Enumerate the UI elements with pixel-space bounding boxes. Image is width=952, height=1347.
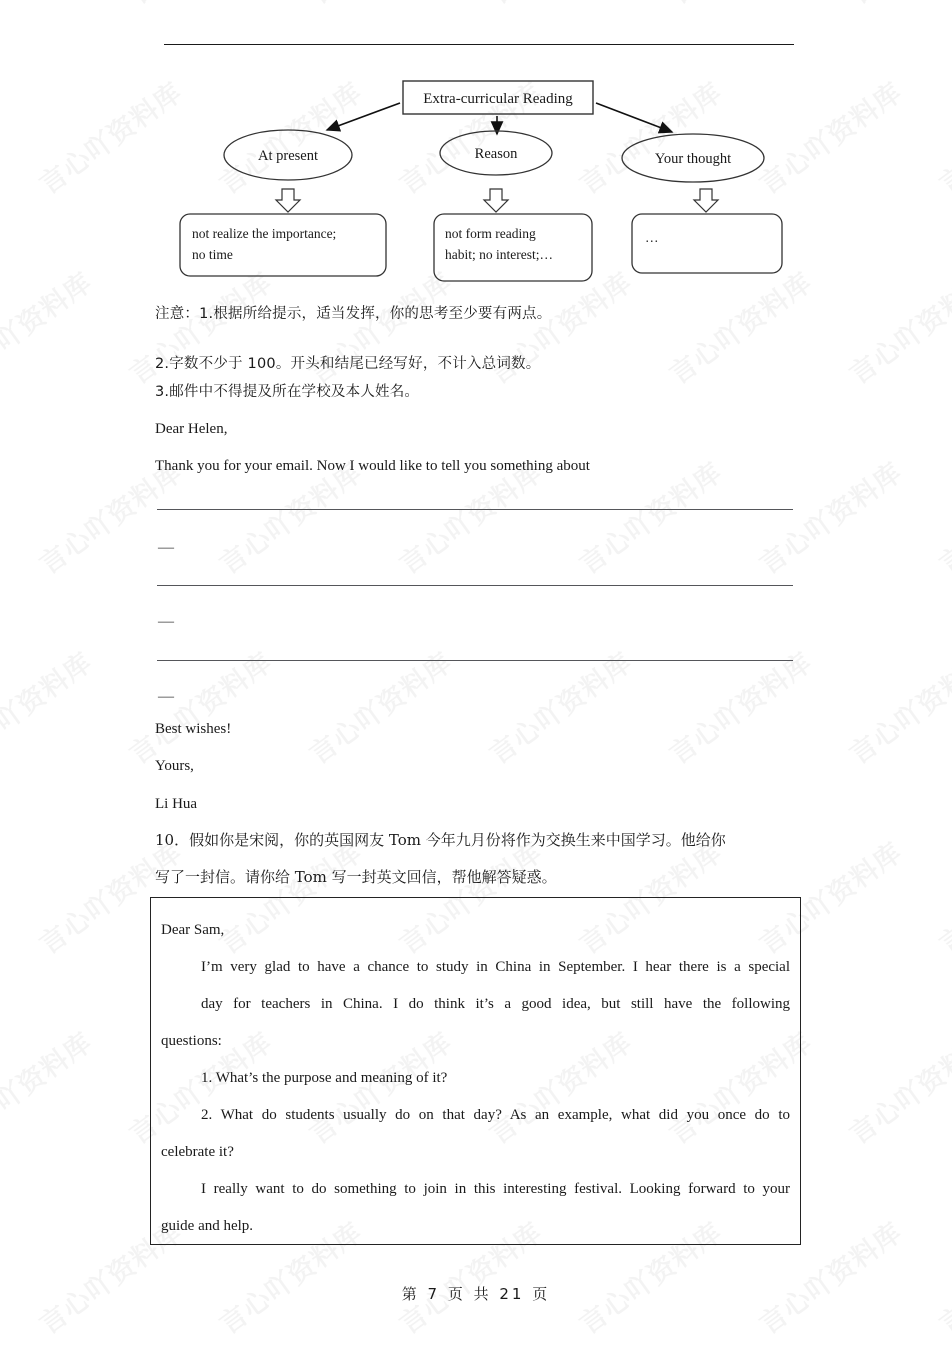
answer-blank-line-1[interactable] xyxy=(157,509,793,510)
extra-curricular-reading-diagram xyxy=(0,0,952,300)
detail-at-present-line2: no time xyxy=(192,247,233,262)
boxed-question-1: 1. What’s the purpose and meaning of it? xyxy=(201,1070,448,1086)
boxed-question-2-line-1: 2. What do students usually do on that day? As an example, what did you once do to xyxy=(201,1107,790,1123)
answer-dash-3: — xyxy=(158,688,174,705)
diagram-label-your-thought: Your thought xyxy=(654,151,732,167)
letter-signature: Li Hua xyxy=(155,796,198,812)
diagram-label-at-present: At present xyxy=(258,148,318,164)
boxed-p1-line-2: day for teachers in China. I do think it’s a good idea, but still have the following xyxy=(201,996,790,1012)
boxed-letter-from-sam xyxy=(150,897,801,1245)
question-10-line-2: 写了一封信。请你给 Tom 写一封英文回信，帮他解答疑惑。 xyxy=(155,868,557,886)
boxed-p2-line-1: I really want to do something to join in this interesting festival. Looking forward to your xyxy=(201,1181,790,1197)
letter-yours: Yours, xyxy=(155,758,194,774)
notes-line-3: 3.邮件中不得提及所在学校及本人姓名。 xyxy=(155,384,420,400)
page-footer: 第 7 页 共 21 页 xyxy=(401,1285,551,1303)
block-arrow-your-thought xyxy=(694,189,718,212)
detail-reason-line1: not form reading xyxy=(445,226,536,241)
notes-line-2: 2.字数不少于 100。开头和结尾已经写好，不计入总词数。 xyxy=(155,356,541,372)
question-10-line-1: 10．假如你是宋阅，你的英国网友 Tom 今年九月份将作为交换生来中国学习。他给你 xyxy=(155,831,726,849)
letter-opening: Thank you for your email. Now I would like to tell you something about xyxy=(155,458,590,474)
detail-at-present-line1: not realize the importance; xyxy=(192,226,337,241)
block-arrow-reason xyxy=(484,189,508,212)
detail-reason-line2: habit; no interest;… xyxy=(445,247,553,262)
diagram-title-text: Extra-curricular Reading xyxy=(423,91,573,107)
block-arrow-at-present xyxy=(276,189,300,212)
detail-your-thought-line1: … xyxy=(645,230,659,245)
boxed-p1-line-1: I’m very glad to have a chance to study in China in September. I hear there is a special xyxy=(201,959,790,975)
diagram-label-reason: Reason xyxy=(474,146,518,162)
boxed-p2-line-2: guide and help. xyxy=(161,1218,254,1234)
detail-box-at-present xyxy=(180,214,386,276)
answer-dash-2: — xyxy=(158,613,174,630)
answer-blank-line-3[interactable] xyxy=(157,660,793,661)
boxed-p1-line-3: questions: xyxy=(161,1033,222,1049)
letter-best-wishes: Best wishes! xyxy=(155,721,232,737)
diagram-svg xyxy=(0,0,952,300)
arrow-to-at-present xyxy=(327,103,400,130)
boxed-question-2-line-2: celebrate it? xyxy=(161,1144,234,1160)
letter-salutation: Dear Helen, xyxy=(155,421,228,437)
answer-blank-line-2[interactable] xyxy=(157,585,793,586)
boxed-salutation: Dear Sam, xyxy=(161,922,225,938)
answer-dash-1: — xyxy=(158,539,174,556)
arrow-to-your-thought xyxy=(596,103,672,132)
notes-line-1: 注意：1.根据所给提示，适当发挥，你的思考至少要有两点。 xyxy=(155,306,552,322)
